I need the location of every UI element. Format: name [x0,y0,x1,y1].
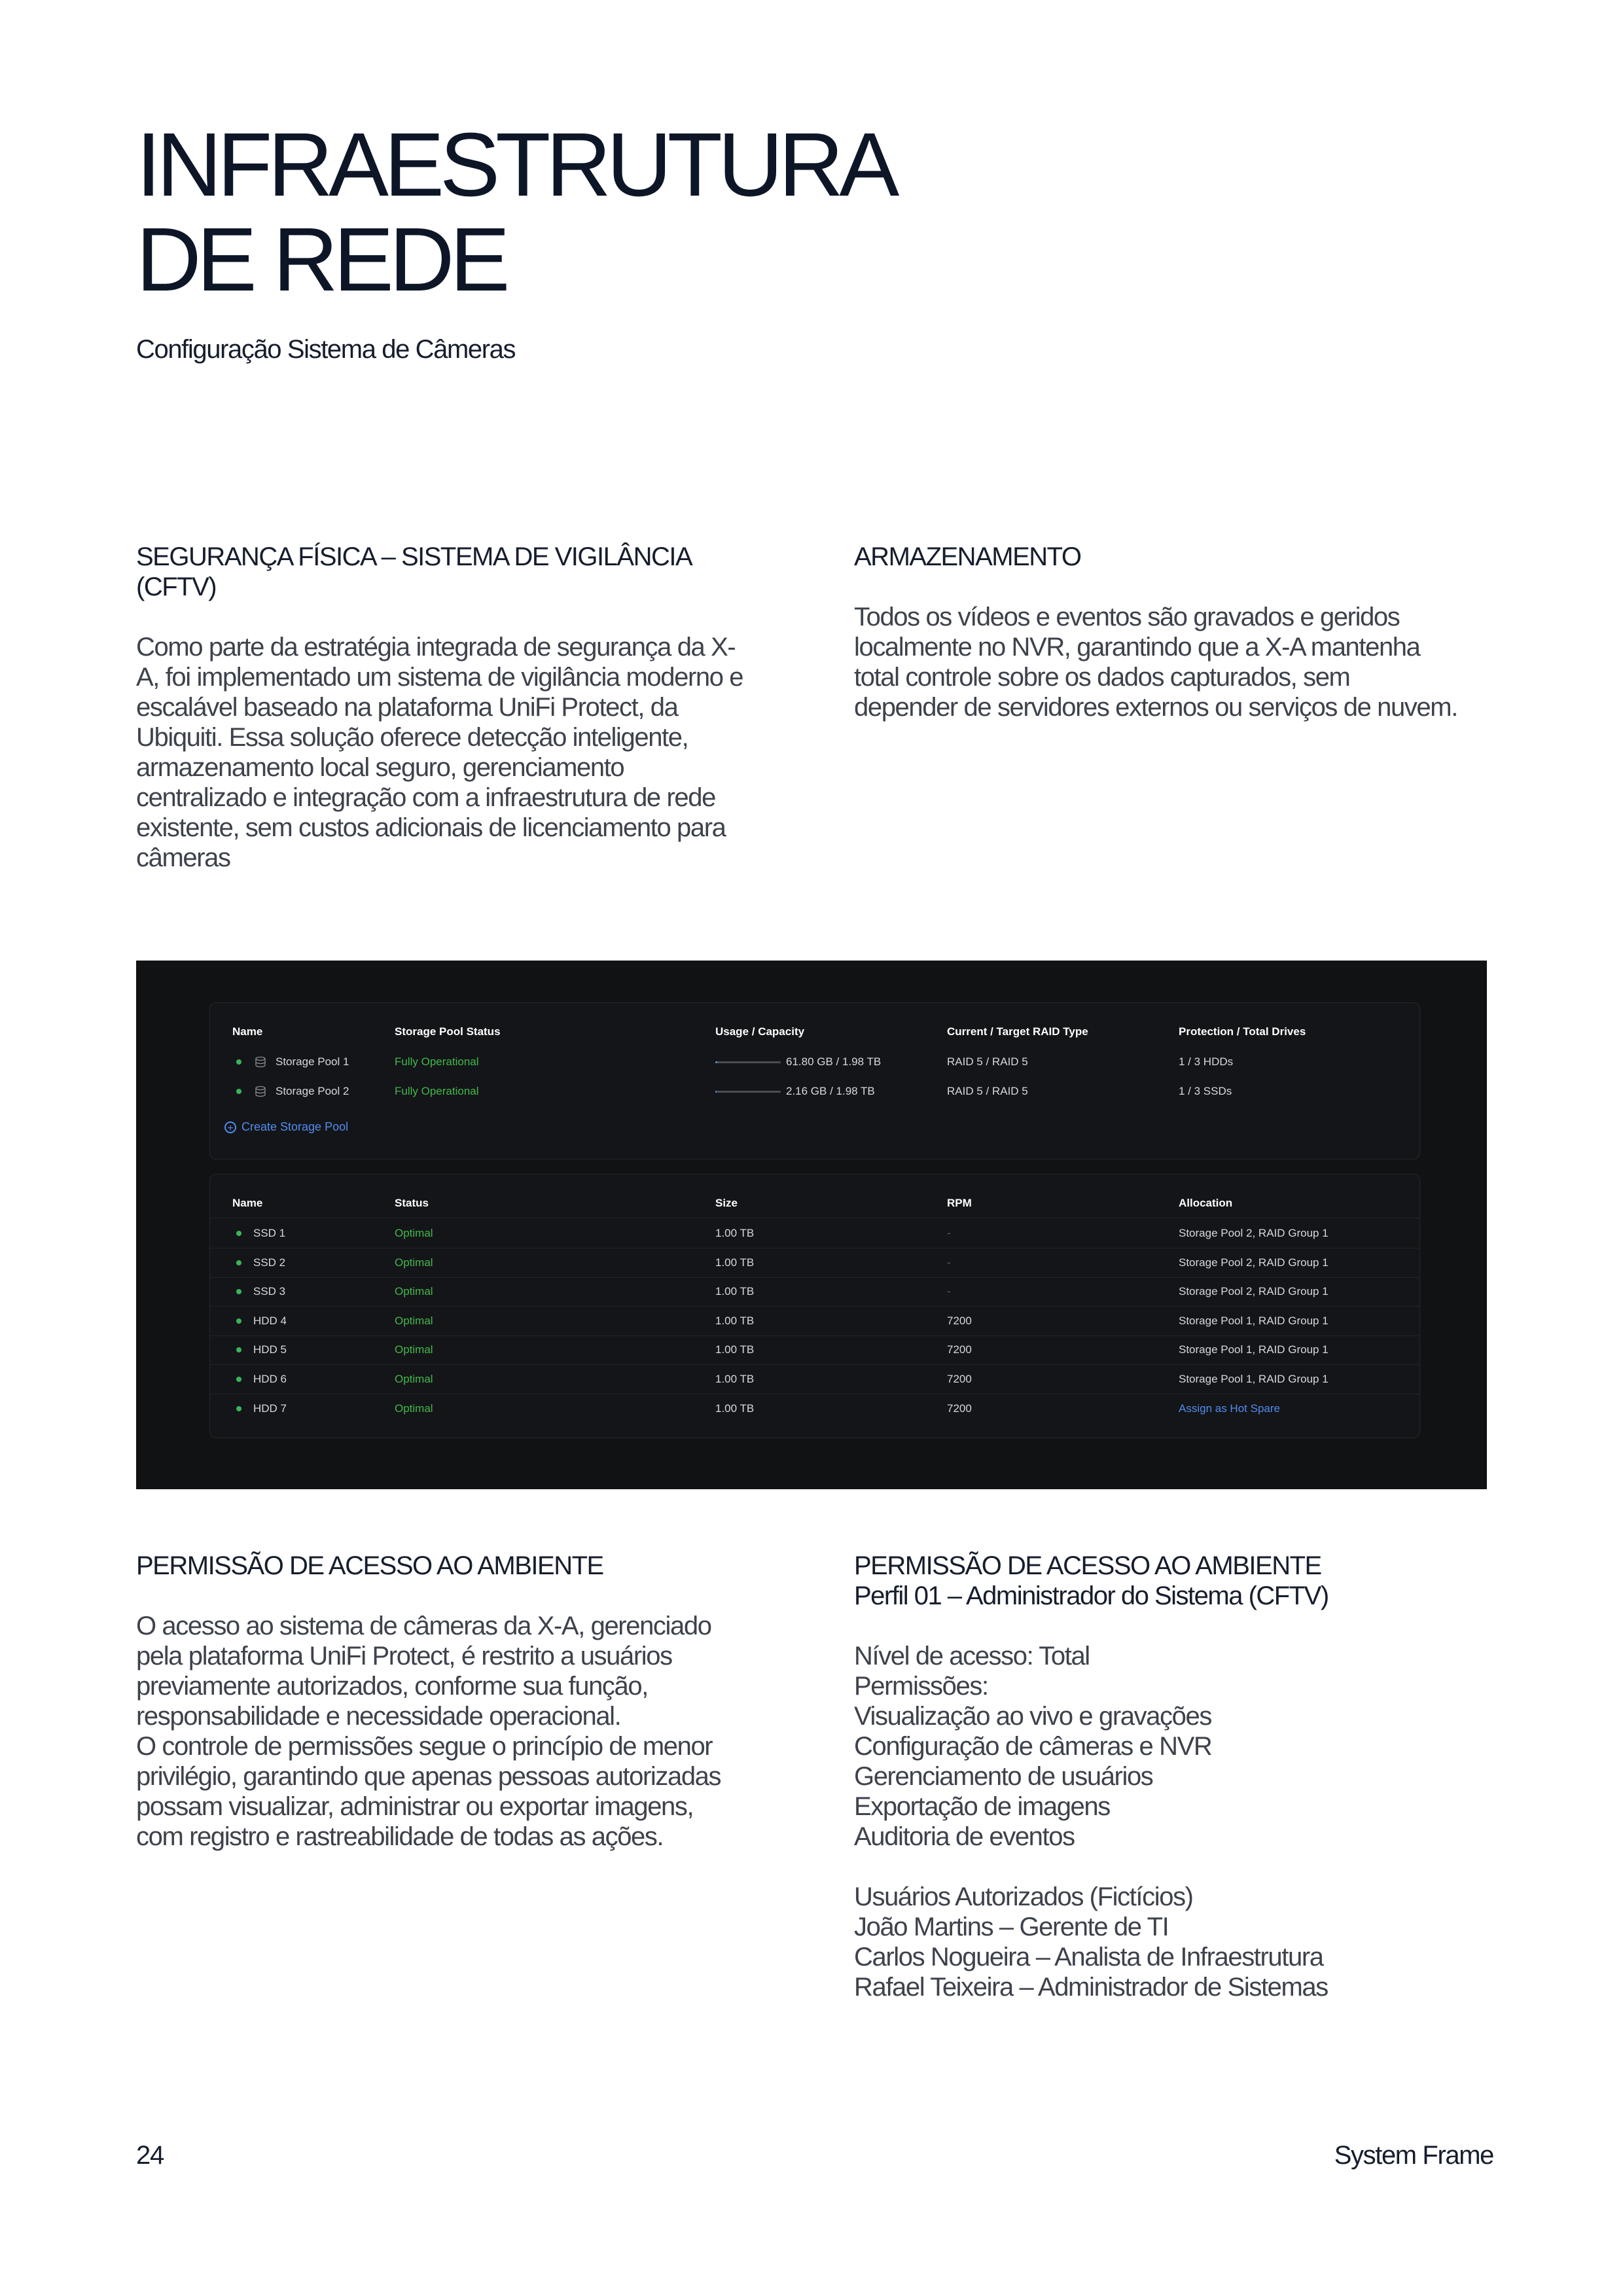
table-row[interactable] [210,1077,1419,1106]
drive-status: Optimal [395,1314,433,1327]
usage-bar [715,1061,781,1063]
table-row[interactable] [210,1219,1419,1248]
storage-pools-card [209,1002,1420,1159]
plus-circle-icon: + [224,1122,236,1133]
drives-header [210,1189,1419,1218]
col-usage: Usage / Capacity [715,1025,805,1038]
col-pool-status: Storage Pool Status [395,1025,501,1038]
status-dot-icon [236,1318,241,1324]
drive-size: 1.00 TB [715,1285,755,1298]
status-dot-icon [236,1260,241,1265]
storage-pools-header [210,1017,1419,1046]
drives-card [209,1174,1420,1438]
create-storage-pool-label: Create Storage Pool [241,1120,349,1133]
create-storage-pool-button[interactable] [224,1119,348,1135]
drive-name: SSD 2 [253,1256,286,1269]
col-protection: Protection / Total Drives [1179,1025,1306,1038]
section-body-seguranca: Como parte da estratégia integrada de segurança da X- A, foi implementado um sistema de vigilância moderno e escalável baseado na plataforma UniFi Protect, da Ubiquiti. Essa solução oferece detecção inteligente, armazenamento local seguro, gerenciamento centralizado e integração com a infraestrutura de rede existente, sem custos adicionais de licenciamento para câmeras [136,633,743,872]
col-status: Status [395,1197,429,1209]
drive-status: Optimal [395,1343,433,1356]
usage-bar [715,1091,781,1093]
drive-rpm: - [947,1256,951,1269]
col-name: Name [232,1025,263,1038]
col-rpm: RPM [947,1197,972,1209]
table-row[interactable] [210,1048,1419,1076]
drive-size: 1.00 TB [715,1402,755,1415]
col-raid: Current / Target RAID Type [947,1025,1088,1038]
drive-allocation: Storage Pool 1, RAID Group 1 [1179,1373,1329,1385]
status-dot-icon [236,1059,241,1065]
section-body-armazenamento: Todos os vídeos e eventos são gravados e geridos localmente no NVR, garantindo que a X-A mantenha total controle sobre os dados capturados, sem depender de servidores externos ou serviços de nuvem. [854,603,1457,722]
drive-name: HDD 7 [253,1402,287,1415]
page-number: 24 [136,2141,164,2170]
drive-status: Optimal [395,1256,433,1269]
page-title: INFRAESTRUTURA DE REDE [136,115,895,310]
drive-name: HDD 6 [253,1373,287,1385]
drive-rpm: 7200 [947,1314,972,1327]
status-dot-icon [236,1289,241,1294]
drive-rpm: - [947,1227,951,1239]
drive-rpm: 7200 [947,1373,972,1385]
pool-usage: 61.80 GB / 1.98 TB [786,1055,882,1068]
col-allocation: Allocation [1179,1197,1233,1209]
storage-screenshot [136,961,1487,1489]
drive-rpm: 7200 [947,1343,972,1356]
section-heading-seguranca: SEGURANÇA FÍSICA – SISTEMA DE VIGILÂNCIA (CFTV) [136,542,692,601]
pool-protection: 1 / 3 HDDs [1179,1055,1234,1068]
drive-rpm: 7200 [947,1402,972,1415]
drive-status: Optimal [395,1402,433,1415]
drive-allocation: Storage Pool 1, RAID Group 1 [1179,1314,1329,1327]
drive-allocation: Storage Pool 2, RAID Group 1 [1179,1227,1329,1239]
status-dot-icon [236,1406,241,1411]
col-size: Size [715,1197,738,1209]
drive-status: Optimal [395,1227,433,1239]
drive-allocation: Storage Pool 2, RAID Group 1 [1179,1256,1329,1269]
usage-bar-fill [715,1061,717,1063]
status-dot-icon [236,1377,241,1382]
drive-status: Optimal [395,1373,433,1385]
pool-name: Storage Pool 2 [276,1085,349,1097]
drive-size: 1.00 TB [715,1256,755,1269]
database-icon [255,1056,266,1068]
drive-allocation: Storage Pool 2, RAID Group 1 [1179,1285,1329,1298]
page-subtitle: Configuração Sistema de Câmeras [136,335,516,364]
usage-bar-fill [715,1091,717,1093]
drive-size: 1.00 TB [715,1314,755,1327]
brand-name: System Frame [1334,2141,1493,2170]
drive-size: 1.00 TB [715,1227,755,1239]
pool-raid: RAID 5 / RAID 5 [947,1055,1028,1068]
section-heading-armazenamento: ARMAZENAMENTO [854,542,1081,571]
section-body-permissao: O acesso ao sistema de câmeras da X-A, gerenciado pela plataforma UniFi Protect, é restrito a usuários previamente autorizados, conforme sua função, responsabilidade e necessidade operacional. O controle de permissões segue o princípio de menor privilégio, garantindo que apenas pessoas autorizadas possam visualizar, administrar ou exportar imagens, com registro e rastreabilidade de todas as ações. [136,1612,721,1851]
table-row[interactable] [210,1307,1419,1336]
section-heading-permissao: PERMISSÃO DE ACESSO AO AMBIENTE [136,1551,603,1580]
drive-name: SSD 1 [253,1227,286,1239]
drive-status: Optimal [395,1285,433,1298]
pool-usage: 2.16 GB / 1.98 TB [786,1085,875,1097]
col-name: Name [232,1197,263,1209]
pool-name: Storage Pool 1 [276,1055,349,1068]
drive-size: 1.00 TB [715,1343,755,1356]
table-row[interactable] [210,1277,1419,1307]
section-heading-perfil: PERMISSÃO DE ACESSO AO AMBIENTE Perfil 01 – Administrador do Sistema (CFTV) [854,1551,1329,1610]
assign-hot-spare-link[interactable]: Assign as Hot Spare [1179,1402,1280,1415]
pool-status: Fully Operational [395,1055,479,1068]
drive-name: SSD 3 [253,1285,286,1298]
table-row[interactable] [210,1365,1419,1394]
pool-status: Fully Operational [395,1085,479,1097]
pool-raid: RAID 5 / RAID 5 [947,1085,1028,1097]
pool-protection: 1 / 3 SSDs [1179,1085,1232,1097]
status-dot-icon [236,1089,241,1094]
drive-name: HDD 5 [253,1343,287,1356]
status-dot-icon [236,1347,241,1352]
table-row[interactable] [210,1248,1419,1278]
table-row[interactable] [210,1335,1419,1365]
section-body-perfil: Nível de acesso: Total Permissões: Visualização ao vivo e gravações Configuração de câmeras e NVR Gerenciamento de usuários Exportação de imagens Auditoria de eventos Usuários Autorizados (Fictícios) João Martins – Gerente de TI Carlos Nogueira – Analista de Infraestrutura Rafael Teixeira – Administrador de Sistemas [854,1642,1328,2002]
table-row[interactable] [210,1394,1419,1423]
database-icon [255,1086,266,1097]
drive-name: HDD 4 [253,1314,287,1327]
drive-rpm: - [947,1285,951,1298]
drive-size: 1.00 TB [715,1373,755,1385]
status-dot-icon [236,1231,241,1236]
drive-allocation: Storage Pool 1, RAID Group 1 [1179,1343,1329,1356]
